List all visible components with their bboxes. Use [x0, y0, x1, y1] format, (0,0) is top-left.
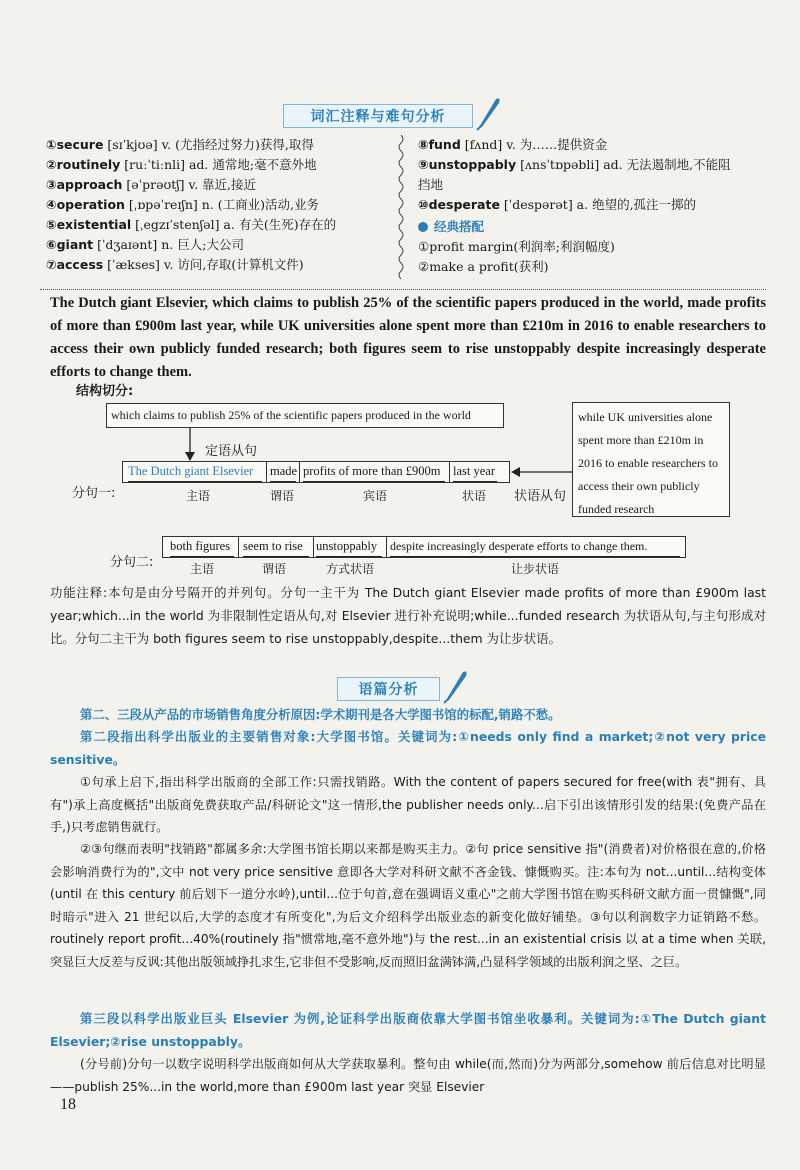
vocab-definition: 挡地: [418, 177, 444, 192]
discourse-p6-text: (分号前)分句一以数字说明科学出版商如何从大学获取暴利。整句由 while(而,然而)分为两部分,somehow 前后信息对比明显——publish 25%...in the world,more than £900m last year 突显 Elsevier: [50, 1057, 766, 1094]
vocab-definition: [əˈprəʊtʃ] v. 靠近,接近: [122, 177, 256, 192]
adverbial1: last year: [453, 464, 495, 478]
vocab-definition: [ˈdʒaɪənt] n. 巨人;大公司: [93, 237, 244, 252]
vocab-entry: [418, 155, 768, 175]
sep: [238, 536, 239, 558]
vocab-entry: [46, 155, 391, 175]
vocab-word: ⑦access: [46, 257, 104, 272]
vocab-word: ②routinely: [46, 157, 121, 172]
divider: [40, 289, 766, 290]
vocab-right-column: [418, 135, 768, 215]
structure-label: 结构切分:: [76, 384, 134, 399]
vocab-section-header: [283, 104, 473, 128]
underline: [316, 556, 382, 557]
discourse-p4: [50, 838, 766, 973]
adv-clause-label: 状语从句: [514, 489, 567, 504]
vocab-word: ③approach: [46, 177, 123, 192]
clause1-label: 分句一:: [72, 486, 116, 501]
sep: [266, 461, 267, 483]
vocab-definition: [sɪˈkjʊə] v. (尤指经过努力)获得,取得: [103, 137, 314, 152]
vocab-word: ①secure: [46, 137, 104, 152]
vocab-definition: [ʌnsˈtɒpəbli] ad. 无法遏制地,不能阻: [516, 157, 731, 172]
sep: [313, 536, 314, 558]
underline: [170, 556, 234, 557]
vocab-word: ④operation: [46, 197, 125, 212]
classic-title: 经典搭配: [418, 217, 768, 237]
attr-clause-label: 定语从句: [205, 444, 258, 459]
vocab-word: ⑨unstoppably: [418, 157, 517, 172]
discourse-p1: 第二、三段从产品的市场销售角度分析原因:学术期刊是各大学图书馆的标配,销路不愁。: [80, 707, 561, 722]
vocab-definition: [fʌnd] v. 为……提供资金: [460, 137, 608, 152]
subject2: both figures: [170, 539, 231, 553]
vocab-left-column: [46, 135, 391, 275]
discourse-p6: [50, 1053, 766, 1098]
vocab-entry: [46, 235, 391, 255]
discourse-p3-text: ①句承上启下,指出科学出版商的全部工作:只需找销路。With the content of papers secured for free(with 表"拥有、具有")承上高度概括"出版商免费获取产品/科研论文"这一情形,the publisher needs only...启下引出该情形引发的结果:(免费产品在手,)只考虑销售就行。: [50, 775, 766, 834]
subject1: The Dutch giant Elsevier: [128, 464, 254, 478]
vocab-entry: [418, 135, 768, 155]
bullet-icon: [418, 222, 428, 232]
discourse-p5: 第三段以科学出版业巨头 Elsevier 为例,论证科学出版商依靠大学图书馆坐收暴利。关键词为:①The Dutch giant Elsevier;②rise unstoppably。: [50, 1011, 766, 1049]
vocab-entry: [46, 215, 391, 235]
vocab-word: ⑤existential: [46, 217, 132, 232]
classic-collocations: [418, 217, 768, 277]
underline: [453, 481, 497, 482]
vocab-word: ⑧fund: [418, 137, 461, 152]
vocab-definition: [ˌɒpəˈreɪʃn] n. (工商业)活动,业务: [124, 197, 319, 212]
vocab-entry: [46, 195, 391, 215]
clause2-label: 分句二:: [110, 555, 154, 570]
manner2: unstoppably: [316, 539, 378, 553]
quill-icon: [441, 668, 469, 704]
role-concession: 让步状语: [511, 562, 560, 576]
discourse-header-text: 语篇分析: [358, 682, 419, 698]
verb2: seem to rise: [243, 539, 303, 553]
classic-item: ②make a profit(获利): [418, 259, 549, 274]
quill-icon: [474, 95, 502, 131]
vocab-definition: [ˈækses] v. 访问,存取(计算机文件): [103, 257, 304, 272]
arrow-left: [510, 466, 572, 478]
while-clause: while UK universities alone spent more than £210m in 2016 to enable researchers to access their own publicly funded research: [578, 410, 718, 516]
vocab-definition: [ˌegzɪˈstenʃəl] a. 有关(生死)存在的: [131, 217, 337, 232]
vocab-entry: [418, 175, 768, 195]
which-clause: which claims to publish 25% of the scientific papers produced in the world: [111, 408, 471, 422]
arrow-down: [183, 428, 197, 462]
verb1: made: [270, 464, 298, 478]
vocab-entry: [46, 135, 391, 155]
vocab-word: ⑥giant: [46, 237, 94, 252]
sep: [449, 461, 450, 483]
page-number: 18: [60, 1096, 76, 1113]
role-object: 宾语: [363, 489, 388, 503]
underline: [243, 556, 309, 557]
vocab-definition: [ˈdespərət] a. 绝望的,孤注一掷的: [499, 197, 697, 212]
main-sentence: The Dutch giant Elsevier, which claims to publish 25% of the scientific papers produced in the world, made profits of more than £900m last year, while UK universities alone spent more than £210m in 2016 to enable researchers to access their own publicly funded research; both figures seem to rise unstoppably despite increasingly desperate efforts to change them.: [50, 295, 766, 380]
concession2: despite increasingly desperate efforts to change them.: [390, 539, 648, 553]
column-divider: [396, 135, 406, 283]
object1: profits of more than £900m: [303, 464, 441, 478]
vocab-entry: [46, 255, 391, 275]
vocab-definition: [ruːˈtiːnli] ad. 通常地;毫不意外地: [120, 157, 317, 172]
role-adverbial: 状语: [462, 489, 487, 503]
sep: [299, 461, 300, 483]
vocab-word: ⑩desperate: [418, 197, 500, 212]
discourse-p4-text: ②③句继而表明"找销路"都属多余:大学图书馆长期以来都是购买主力。②句 price sensitive 指"(消费者)对价格很在意的,价格会影响消费行为的",文中 not very price sensitive 意即各大学对科研文献不吝金钱、慷慨购买。注:本句为 not...until...结构变体(until 在 this century 前后划下一道分水岭),until...位于句首,意在强调语义重心"之前大学图书馆在购买科研文献方面一贯慷慨",同时暗示"进入 21 世纪以后,大学的态度才有所变化",为后文介绍科学出版业态的新变化做好铺垫。③句以利润数字力证销路不愁。routinely report profit...40%(routinely 指"惯常地,毫不意外地")与 the rest...in an existential crisis 以 at a time when 关联,突显巨大反差与反讽:其他出版领域挣扎求生,它非但不受影响,反而照旧盆满钵满,凸显科学领域的出版利润之坚、之巨。: [50, 842, 766, 969]
underline: [270, 481, 296, 482]
vocab-header-text: 词汇注释与难句分析: [310, 109, 446, 125]
role-subject: 主语: [186, 489, 211, 503]
vocab-entry: [46, 175, 391, 195]
sep: [386, 536, 387, 558]
underline: [128, 481, 262, 482]
role-subject: 主语: [190, 562, 215, 576]
discourse-p3: [50, 771, 766, 839]
role-verb: 谓语: [270, 489, 295, 503]
function-note: 功能注释:本句是由分号隔开的并列句。分句一主干为 The Dutch giant Elsevier made profits of more than £900m last year;which...in the world 为非限制性定语从句,对 Elsevier 进行补充说明;while...funded research 为状语从句,与主句形成对比。分句二主干为 both figures seem to rise unstoppably,despite...them 为让步状语。: [50, 585, 766, 646]
role-verb: 谓语: [262, 562, 287, 576]
classic-item: ①profit margin(利润率;利润幅度): [418, 239, 615, 254]
vocab-entry: [418, 195, 768, 215]
role-manner: 方式状语: [326, 562, 375, 576]
discourse-p2: 第二段指出科学出版业的主要销售对象:大学图书馆。关键词为:①needs only find a market;②not very price sensitive。: [50, 729, 766, 767]
underline: [390, 556, 680, 557]
underline: [303, 481, 445, 482]
discourse-section-header: [337, 677, 440, 701]
